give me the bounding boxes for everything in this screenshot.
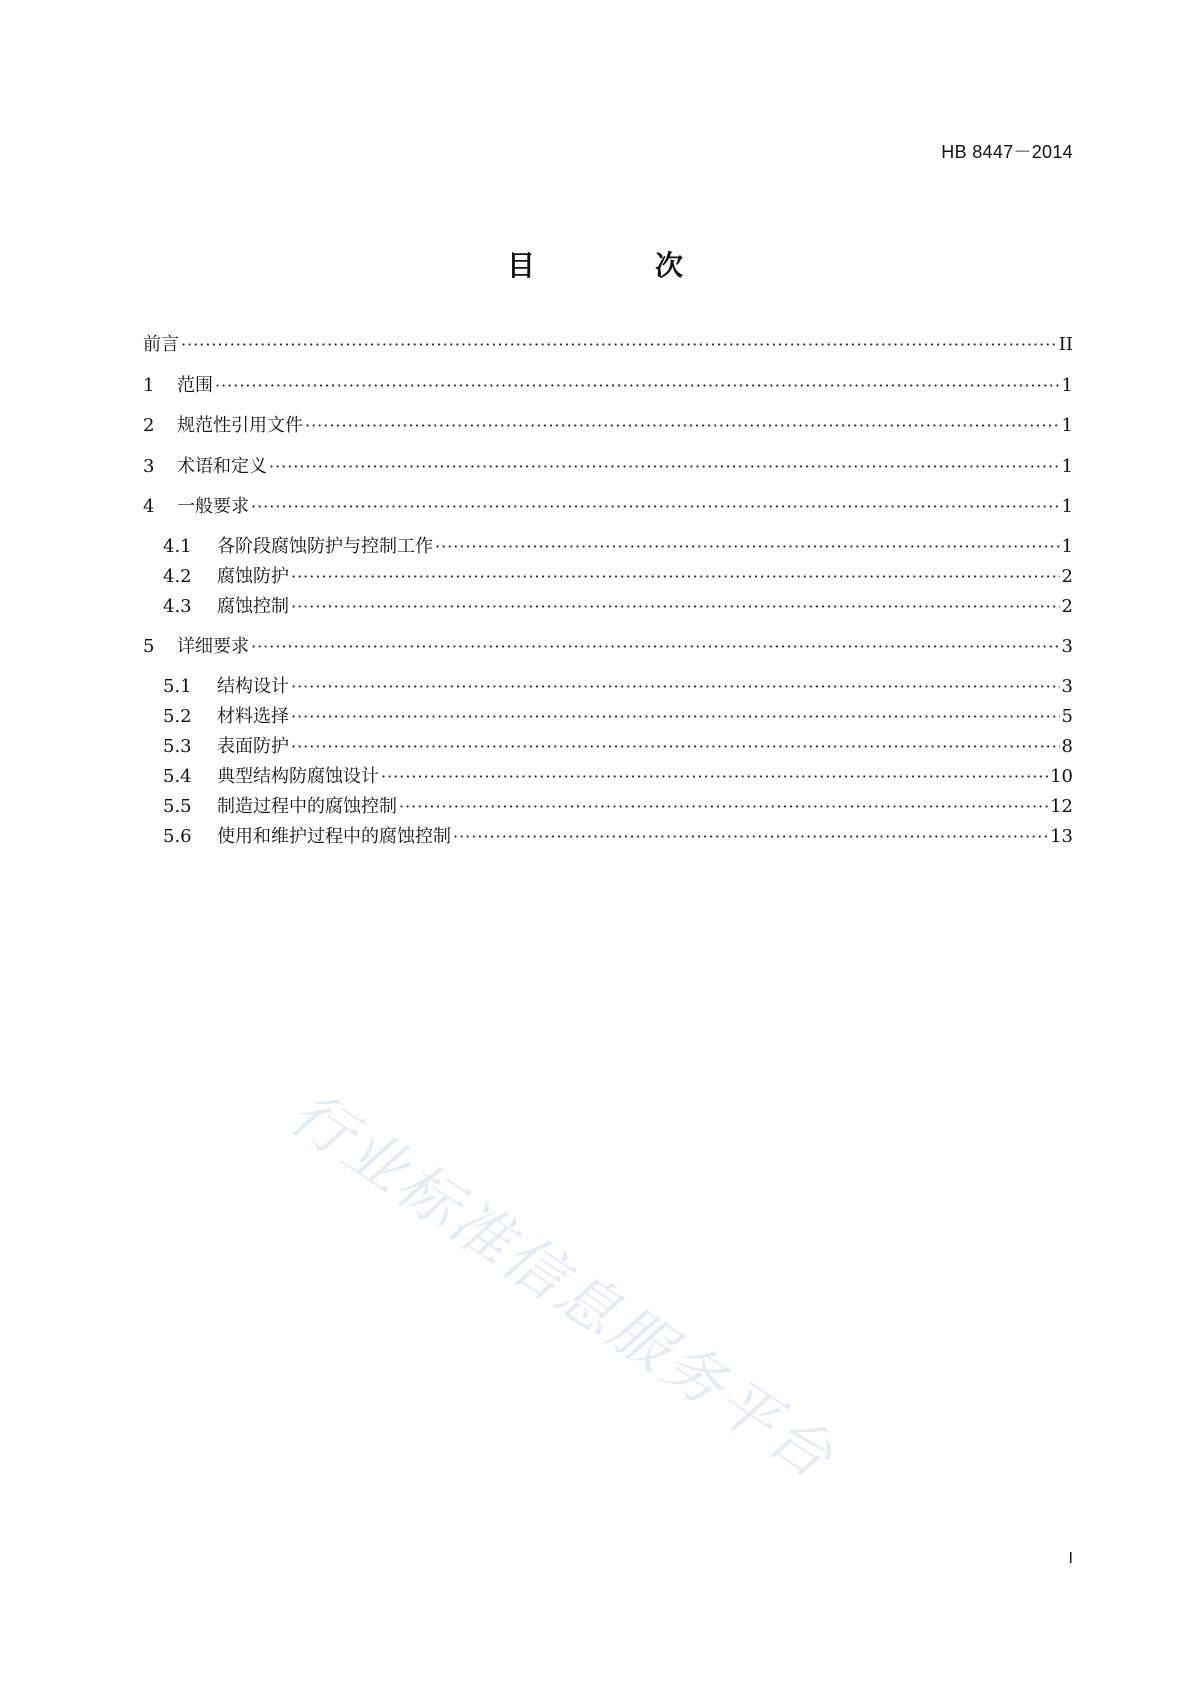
toc-entry-page: 1 [1061,375,1073,396]
toc-entry-2[interactable] [143,411,1073,435]
toc-entry-label: 结构设计 [217,676,289,697]
toc-entry-label: 详细要求 [177,636,249,657]
toc-entry-number: 5.6 [163,826,192,847]
toc-entry-5-6[interactable] [163,822,1073,846]
toc-entry-foreword[interactable] [143,330,1073,354]
toc-entry-page: 2 [1061,566,1073,587]
toc-entry-label: 材料选择 [217,706,289,727]
toc-entry-number: 5.5 [163,796,192,817]
dot-leader [181,335,1057,354]
toc-entry-page: 5 [1061,706,1073,727]
dot-leader [399,797,1048,816]
dot-leader [269,457,1060,476]
toc-entry-label: 一般要求 [177,496,249,517]
toc-entry-number: 4.2 [163,566,192,587]
toc-entry-label: 腐蚀防护 [217,566,289,587]
toc-title: 目 次 [506,249,729,282]
toc-entry-1[interactable] [143,371,1073,395]
toc-entry-label: 制造过程中的腐蚀控制 [217,796,397,817]
toc-entry-number: 3 [143,456,155,477]
toc-entry-page: 10 [1050,766,1073,787]
toc-entry-label: 各阶段腐蚀防护与控制工作 [217,536,433,557]
toc-entry-label: 使用和维护过程中的腐蚀控制 [217,826,451,847]
toc-entry-page: 1 [1061,456,1073,477]
toc-entry-page: 1 [1061,536,1073,557]
toc-entry-number: 2 [143,415,155,436]
toc-entry-page: II [1058,334,1073,355]
toc-entry-page: 2 [1061,596,1073,617]
toc-entry-5-4[interactable] [163,762,1073,786]
dot-leader [291,567,1060,586]
toc-entry-5[interactable] [143,632,1073,656]
dot-leader [435,537,1060,556]
toc-entry-label: 范围 [177,375,213,396]
toc-entry-page: 13 [1050,826,1073,847]
toc-entry-number: 1 [143,375,155,396]
standard-code: HB 8447－2014 [941,142,1073,162]
watermark: 行业标准信息服务平台 [277,1078,848,1495]
toc-entry-page: 12 [1050,796,1073,817]
toc-entry-number: 5.4 [163,766,192,787]
toc-entry-number: 5.3 [163,736,192,757]
toc-entry-4-1[interactable] [163,532,1073,556]
toc-entry-number: 4 [143,496,155,517]
toc-entry-5-5[interactable] [163,792,1073,816]
toc-entry-number: 5.1 [163,676,192,697]
toc-entry-label: 表面防护 [217,736,289,757]
toc-entry-number: 4.3 [163,596,192,617]
toc-entry-5-1[interactable] [163,672,1073,696]
dot-leader [291,737,1060,756]
dot-leader [453,827,1048,846]
dot-leader [291,707,1060,726]
toc-entry-4-2[interactable] [163,562,1073,586]
toc-entry-page: 8 [1061,736,1073,757]
toc-entry-5-2[interactable] [163,702,1073,726]
toc-entry-5-3[interactable] [163,732,1073,756]
toc-entry-page: 1 [1061,496,1073,517]
toc-entry-4-3[interactable] [163,592,1073,616]
dot-leader [291,597,1060,616]
toc-entry-number: 5.2 [163,706,192,727]
dot-leader [305,416,1060,435]
toc-entry-page: 3 [1061,676,1073,697]
toc-entry-4[interactable] [143,492,1073,516]
toc-entry-label: 前言 [143,334,179,355]
dot-leader [215,376,1060,395]
toc-entry-page: 3 [1061,636,1073,657]
page-number: I [1068,1550,1073,1567]
toc-entry-number: 4.1 [163,536,192,557]
dot-leader [251,637,1060,656]
toc-entry-page: 1 [1061,415,1073,436]
dot-leader [381,767,1048,786]
dot-leader [251,497,1060,516]
toc-entry-number: 5 [143,636,155,657]
toc-entry-label: 规范性引用文件 [177,415,303,436]
toc-entry-3[interactable] [143,452,1073,476]
toc-entry-label: 典型结构防腐蚀设计 [217,766,379,787]
dot-leader [291,677,1060,696]
toc-entry-label: 腐蚀控制 [217,596,289,617]
toc-entry-label: 术语和定义 [177,456,267,477]
